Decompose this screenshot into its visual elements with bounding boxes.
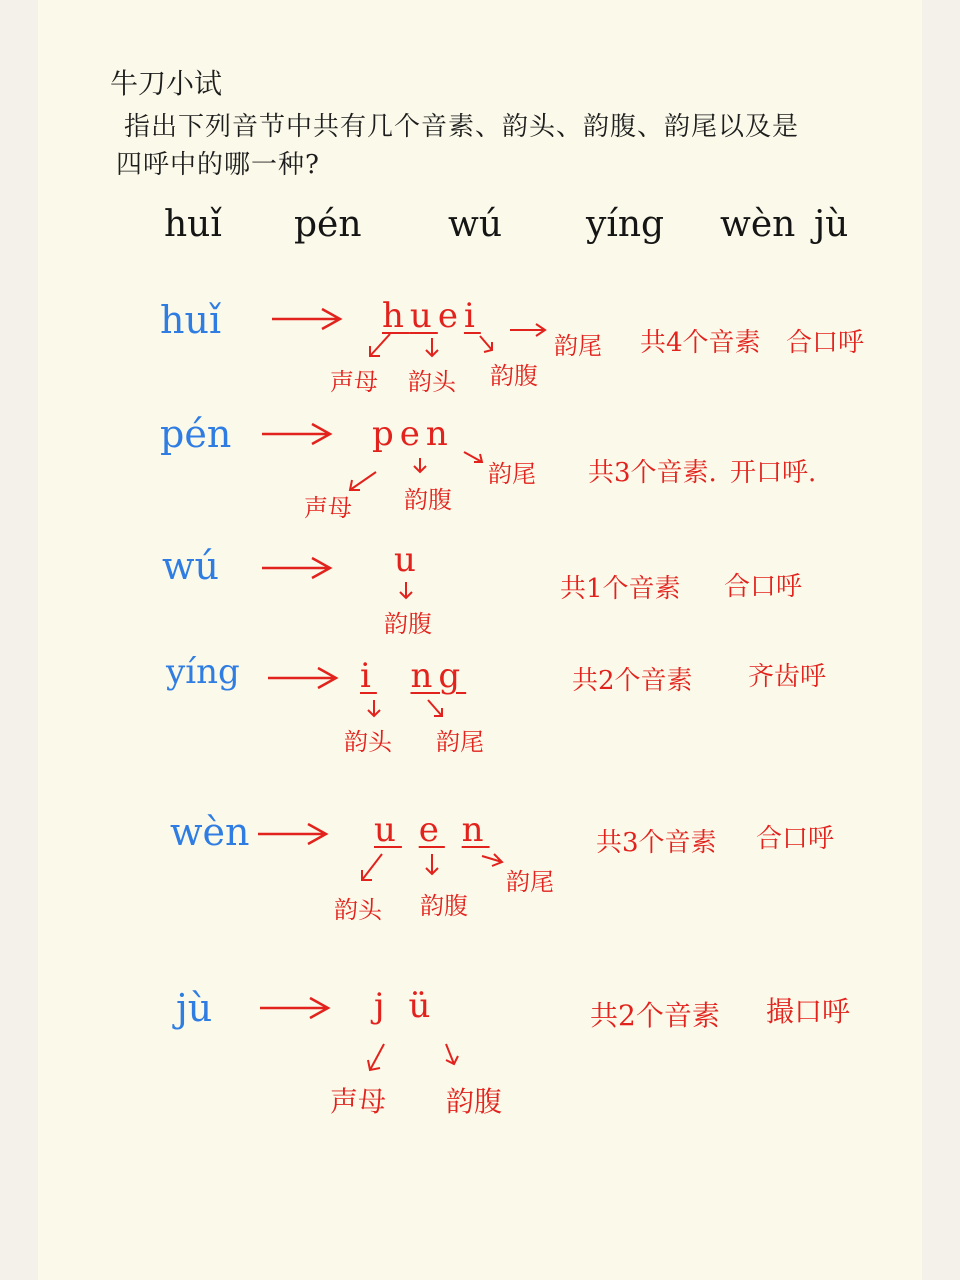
label-tail: 韵尾 — [506, 868, 554, 896]
phoneme-e: e — [399, 414, 426, 454]
label-tail: 韵尾 — [488, 460, 536, 488]
right-arrow-icon — [258, 994, 332, 1020]
label-belly: 韵腹 — [384, 610, 432, 638]
phoneme-n: n — [461, 810, 490, 850]
phoneme-u: u — [409, 296, 438, 336]
syllable-3: wú — [448, 204, 502, 245]
hu-category: 开口呼. — [730, 458, 817, 488]
phoneme-u: u — [374, 810, 402, 850]
label-head: 韵头 — [344, 728, 392, 756]
answer-syllable-wu: wú — [162, 544, 219, 588]
label-belly: 韵腹 — [446, 1085, 503, 1118]
phoneme-e: e — [418, 810, 445, 850]
label-initial: 声母 — [330, 1085, 387, 1118]
phoneme-n: n — [425, 414, 454, 454]
question-line-2: 四呼中的哪一种? — [116, 150, 320, 180]
phoneme-i: i — [360, 656, 377, 696]
down-arrow-icon — [396, 580, 416, 604]
phoneme-count: 共2个音素 — [590, 999, 720, 1032]
label-head: 韵头 — [334, 896, 382, 924]
phoneme-count: 共2个音素 — [572, 666, 693, 696]
right-arrow-icon — [256, 820, 330, 846]
right-arrow-icon — [260, 554, 334, 580]
phoneme-j: j — [374, 986, 409, 1026]
label-belly: 韵腹 — [490, 362, 538, 390]
label-tail: 韵尾 — [554, 332, 602, 360]
question-line-1: 指出下列音节中共有几个音素、韵头、韵腹、韵尾以及是 — [124, 112, 800, 142]
phoneme-count: 共3个音素. — [588, 458, 717, 488]
syllable-4: yíng — [586, 204, 665, 245]
label-initial: 声母 — [304, 494, 352, 522]
phoneme-e: e — [437, 296, 464, 336]
page-title: 牛刀小试 — [110, 67, 223, 100]
label-tail: 韵尾 — [436, 728, 484, 756]
phoneme-u: u — [394, 540, 422, 580]
hu-category: 合口呼 — [724, 572, 803, 602]
phoneme-breakdown-wen — [374, 810, 490, 850]
answer-syllable-ying: yíng — [166, 652, 240, 692]
phoneme-u-umlaut: ü — [408, 986, 455, 1026]
phoneme-breakdown-ju — [374, 986, 454, 1026]
right-arrow-icon — [266, 664, 340, 690]
syllable-2: pén — [294, 204, 362, 245]
syllable-6: jù — [814, 204, 849, 245]
label-belly: 韵腹 — [404, 486, 452, 514]
answer-syllable-ju: jù — [176, 986, 213, 1030]
syllable-1: huǐ — [164, 204, 222, 245]
phoneme-p: p — [372, 414, 400, 454]
syllable-5: wèn — [720, 204, 796, 245]
hu-category: 合口呼 — [786, 328, 865, 358]
phoneme-count: 共4个音素 — [640, 328, 761, 358]
label-initial: 声母 — [330, 368, 378, 396]
phoneme-i: i — [463, 296, 481, 336]
phoneme-count: 共3个音素 — [596, 828, 717, 858]
phoneme-ng: ng — [410, 656, 467, 696]
label-arrows — [360, 1040, 470, 1080]
answer-syllable-hui: huǐ — [160, 298, 222, 342]
hu-category: 齐齿呼 — [748, 662, 827, 692]
right-arrow-icon — [260, 420, 334, 446]
answer-syllable-pen: pén — [160, 412, 232, 456]
phoneme-h: h — [382, 296, 410, 336]
label-head: 韵头 — [408, 368, 456, 396]
label-arrows — [350, 850, 520, 890]
right-arrow-icon — [270, 305, 344, 331]
hu-category: 撮口呼 — [766, 995, 851, 1028]
label-belly: 韵腹 — [420, 892, 468, 920]
phoneme-breakdown-pen — [372, 414, 454, 454]
answer-syllable-wen: wèn — [170, 810, 250, 854]
label-arrows — [360, 698, 470, 724]
phoneme-breakdown-ying — [360, 656, 466, 696]
hu-category: 合口呼 — [756, 824, 835, 854]
phoneme-count: 共1个音素 — [560, 574, 681, 604]
